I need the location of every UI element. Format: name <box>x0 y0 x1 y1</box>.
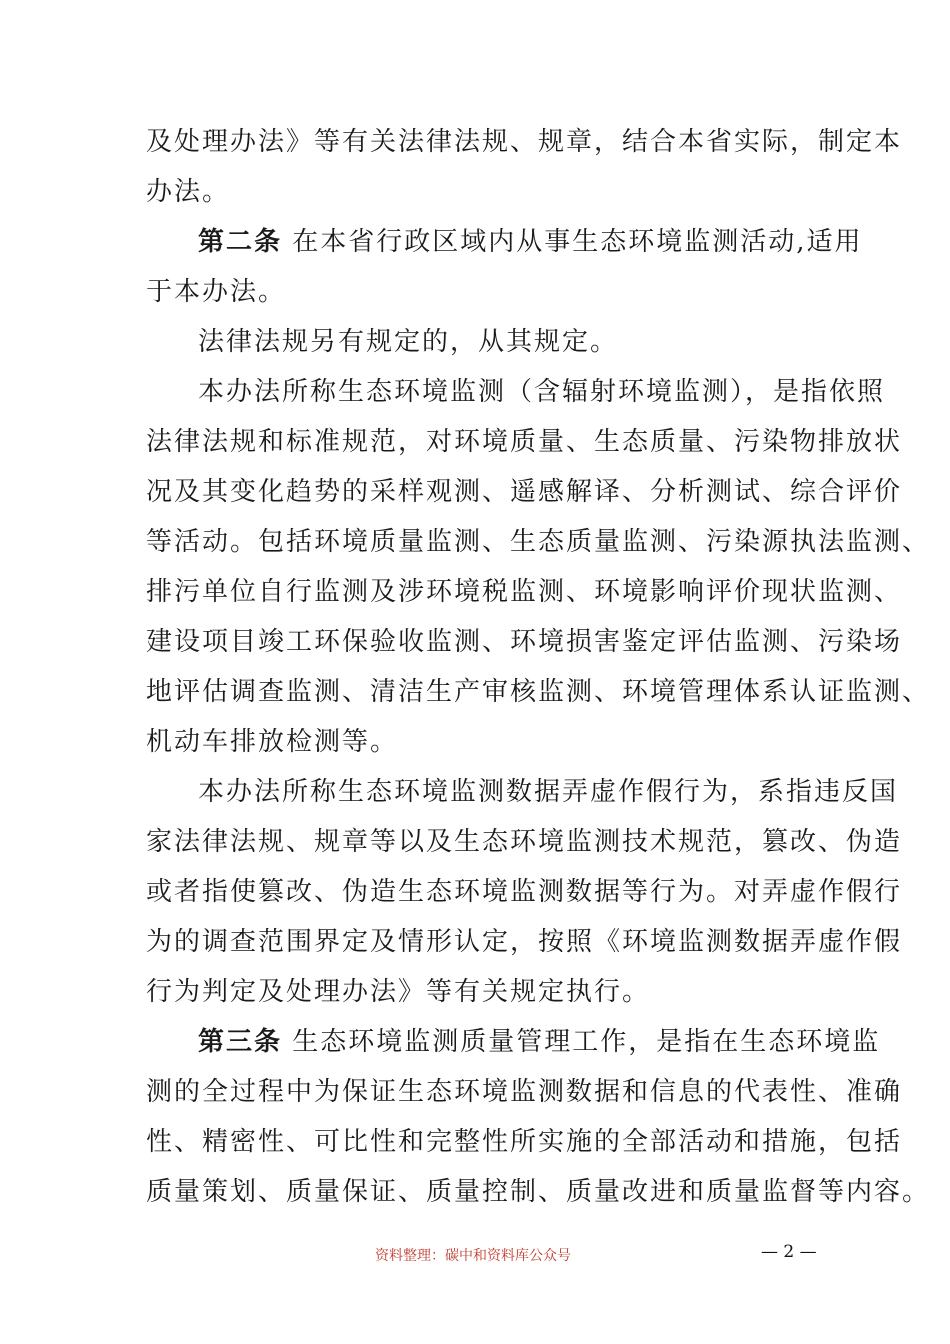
paragraph-line: 为的调查范围界定及情形认定，按照《环境监测数据弄虚作假 <box>146 927 903 957</box>
paragraph-line: 行为判定及处理办法》等有关规定执行。 <box>146 977 651 1007</box>
article-3-line <box>198 1026 881 1058</box>
paragraph-line: 等活动。包括环境质量监测、生态质量监测、污染源执法监测、 <box>146 527 931 557</box>
article-3-heading: 第三条 <box>198 1027 283 1057</box>
paragraph-line: 建设项目竣工环保验收监测、环境损害鉴定评估监测、污染场 <box>146 627 903 657</box>
paragraph-line: 性、精密性、可比性和完整性所实施的全部活动和措施，包括 <box>146 1127 903 1157</box>
paragraph-line: 法律法规另有规定的，从其规定。 <box>198 327 619 357</box>
paragraph-line: 排污单位自行监测及涉环境税监测、环境影响评价现状监测、 <box>146 577 903 607</box>
paragraph-line: 法律法规和标准规范，对环境质量、生态质量、污染物排放状 <box>146 427 903 457</box>
paragraph-line: 办法。 <box>146 177 231 207</box>
article-2-line <box>198 226 863 258</box>
paragraph-line: 家法律法规、规章等以及生态环境监测技术规范，篡改、伪造 <box>146 827 903 857</box>
paragraph-line: 质量策划、质量保证、质量控制、质量改进和质量监督等内容。 <box>146 1177 931 1207</box>
paragraph-line: 况及其变化趋势的采样观测、遥感解译、分析测试、综合评价 <box>146 477 903 507</box>
paragraph-line: 地评估调查监测、清洁生产审核监测、环境管理体系认证监测、 <box>146 677 931 707</box>
paragraph-line: 测的全过程中为保证生态环境监测数据和信息的代表性、准确 <box>146 1077 903 1107</box>
article-2-heading: 第二条 <box>198 227 283 257</box>
paragraph-line: 于本办法。 <box>146 277 287 307</box>
footer-source-note: 资料整理：碳中和资料库公众号 <box>375 1248 571 1264</box>
paragraph-line: 及处理办法》等有关法律法规、规章，结合本省实际，制定本 <box>146 127 903 157</box>
article-2-text: 在本省行政区域内从事生态环境监测活动,适用 <box>292 227 863 257</box>
paragraph-line: 本办法所称生态环境监测数据弄虚作假行为，系指违反国 <box>198 777 899 807</box>
article-3-text: 生态环境监测质量管理工作，是指在生态环境监 <box>292 1027 881 1057</box>
page-number: — 2 — <box>761 1242 817 1262</box>
paragraph-line: 机动车排放检测等。 <box>146 727 399 757</box>
paragraph-line: 或者指使篡改、伪造生态环境监测数据等行为。对弄虚作假行 <box>146 877 903 907</box>
paragraph-line: 本办法所称生态环境监测（含辐射环境监测），是指依照 <box>198 377 886 407</box>
